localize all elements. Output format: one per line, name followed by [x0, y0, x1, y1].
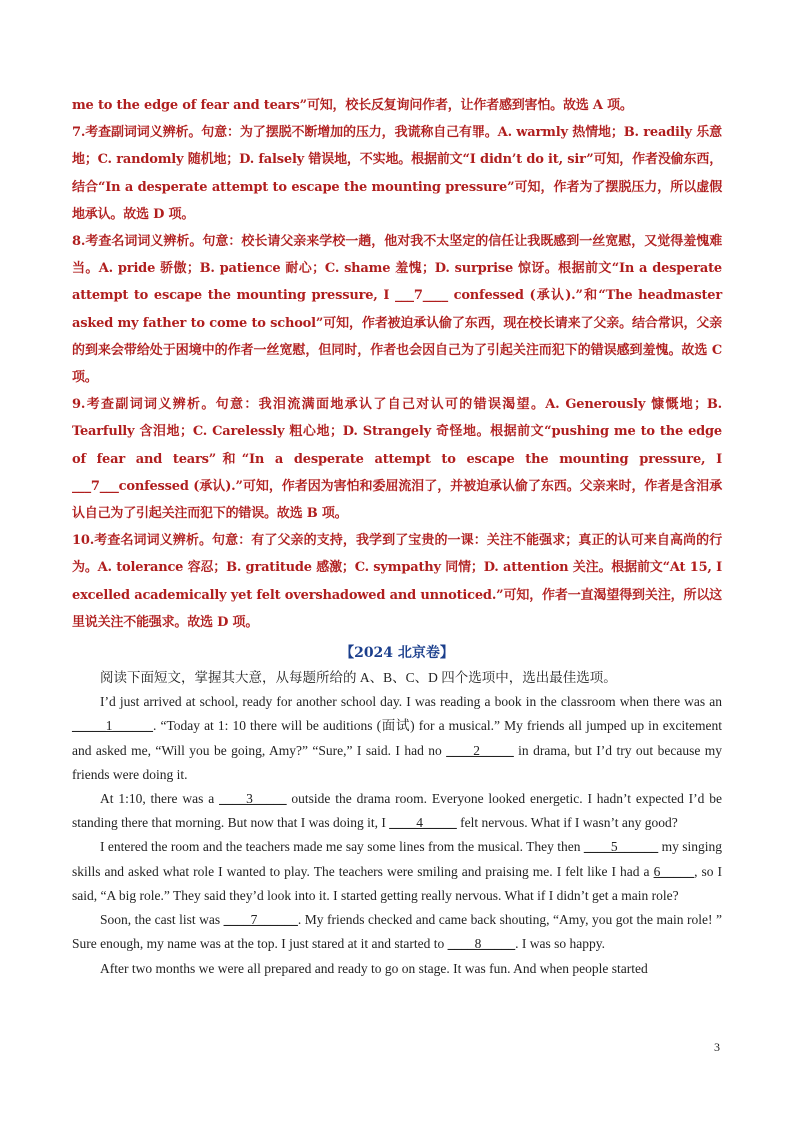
passage-paragraph — [72, 908, 722, 956]
passage-paragraph — [72, 787, 722, 835]
answer-paragraph: 10.考查名词词义辨析。句意：有了父亲的支持，我学到了宝贵的一课：关注不能强求；真正的认可来自高尚的行为。A. tolerance 容忍；B. gratitude 感激；C. sympathy 同情；D. attention 关注。根据前文“At 15, I excelled academically yet felt overshadowed and unnoticed.”可知，作者一直渴望得到关注，所以这里说关注不能强求。故选 D 项。 — [72, 533, 722, 630]
passage-text: in drama, but I’d try out because my friends were doing it. — [72, 742, 722, 782]
answer-explanations — [72, 92, 722, 636]
page-content — [72, 92, 722, 981]
instructions: 阅读下面短文，掌握其大意，从每题所给的 A、B、C、D 四个选项中，选出最佳选项。 — [100, 670, 617, 686]
passage-text: my singing skills and asked what role I wanted to play. The teachers were smiling and praising me. I felt like I had a — [72, 839, 722, 879]
answer-paragraph: 7.考查副词词义辨析。句意：为了摆脱不断增加的压力，我谎称自己有罪。A. warmly 热情地；B. readily 乐意地；C. randomly 随机地；D. falsely 错误地，不实地。根据前文“I didn’t do it, sir”可知，作者没偷东西，结合“In a desperate attempt to escape the mounting pressure”可知，作者为了摆脱压力，所以虚假地承认。故选 D 项。 — [72, 125, 722, 222]
reading-passage — [72, 666, 722, 981]
answer-blank: ____3_____ — [219, 791, 287, 807]
passage-paragraph — [72, 835, 722, 908]
page-number: 3 — [714, 1040, 720, 1054]
answer-blank: ____2_____ — [446, 742, 514, 758]
answer-blank: 6_____ — [653, 863, 695, 879]
passage-text: After two months we were all prepared and ready to go on stage. It was fun. And when people started — [100, 960, 648, 976]
answer-blank: ____4_____ — [389, 815, 457, 831]
answer-blank: _____1______ — [72, 718, 153, 734]
passage-text: I’d just arrived at school, ready for another school day. I was reading a book in the classroom when there was an — [100, 694, 722, 710]
answer-paragraph: 9.考查副词词义辨析。句意：我泪流满面地承认了自己对认可的错误渴望。A. Generously 慷慨地；B. Tearfully 含泪地；C. Carelessly 粗心地；D. Strangely 奇怪地。根据前文“pushing me to the edge of fear and tears”和“In a desperate attempt to escape the mounting pressure, I ___7___confessed (承认).”可知，作者因为害怕和委屈流泪了，并被迫承认偷了东西。父亲来时，作者是含泪承认自己为了引起关注而犯下的错误。故选 B 项。 — [72, 397, 722, 522]
answer-blank: ____5______ — [583, 839, 659, 855]
answer-paragraph: 8.考查名词词义辨析。句意：校长请父亲来学校一趟，他对我不太坚定的信任让我既感到一丝宽慰，又觉得羞愧难当。A. pride 骄傲；B. patience 耐心；C. shame 羞愧；D. surprise 惊讶。根据前文“In a desperate attempt to escape the mounting pressure, I ___7____ confessed (承认).”和“The headmaster asked my father to come to school”可知，作者被迫承认偷了东西，现在校长请来了父亲。结合常识，父亲的到来会带给处于困境中的作者一丝宽慰，但同时，作者也会因自己为了引起关注而犯下的错误感到羞愧。故选 C 项。 — [72, 234, 722, 386]
passage-text: felt nervous. What if I wasn’t any good? — [456, 815, 678, 831]
passage-text: Soon, the cast list was — [100, 912, 224, 928]
passage-text: . My friends checked and came back shouting, “Amy, you got the main role! ” Sure enough, my name was at the top. I just stared at it and started to — [72, 912, 722, 952]
passage-text: . I was so happy. — [515, 936, 606, 952]
passage-text: I entered the room and the teachers made me say some lines from the musical. They then — [100, 839, 584, 855]
passage-text: . “Today at 1: 10 there will be auditions (面试) for a musical.” My friends all jumped up in excitement and asked me, “Will you be going, Amy?” “Sure,” I said. I had no — [72, 718, 722, 758]
passage-text: , so I said, “A big role.” They said they’d look into it. I started getting really nervous. What if I didn’t get a main role? — [72, 863, 723, 903]
answer-blank: ____7______ — [223, 912, 298, 928]
passage-text: At 1:10, there was a — [100, 791, 220, 807]
passage-paragraph — [72, 957, 722, 981]
answer-paragraph: me to the edge of fear and tears”可知，校长反复询问作者，让作者感到害怕。故选 A 项。 — [72, 98, 633, 113]
passage-text: outside the drama room. Everyone looked energetic. I hadn’t expected I’d be standing there that morning. But now that I was doing it, I — [72, 791, 723, 831]
passage-paragraph — [72, 690, 722, 787]
answer-blank: ____8_____ — [447, 936, 516, 952]
section-title: 【2024 北京卷】 — [340, 645, 454, 662]
